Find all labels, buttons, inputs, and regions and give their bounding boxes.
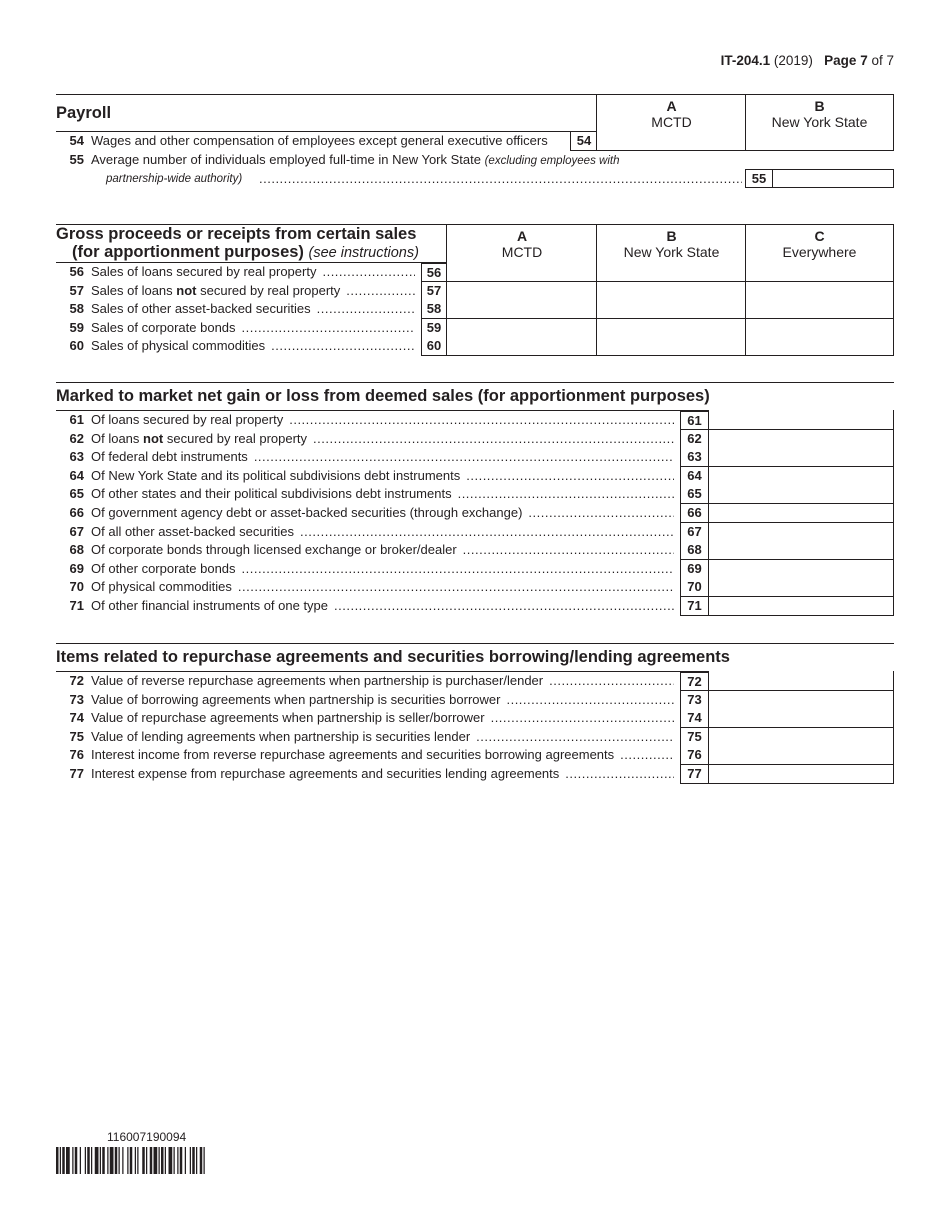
leader-dots [565,765,674,783]
barcode-bar [115,1147,118,1174]
line-77-label [91,766,559,781]
leader-dots [620,746,674,764]
leader-dots [528,504,674,522]
line-55-continued: partnership-wide authority) [106,173,243,185]
line-61-label [91,412,283,427]
leader-dots [313,430,674,448]
leader-dots [458,485,674,503]
line-69-amount-field[interactable] [708,560,894,579]
payroll-title: Payroll [56,104,112,122]
label-text: Of other corporate bonds [91,560,236,576]
line-58-mctd-field[interactable] [446,300,597,319]
barcode-bar [185,1147,186,1174]
barcode-bar [60,1147,61,1174]
leader-dots [271,337,415,355]
line-57-mctd-field[interactable] [446,282,597,301]
label-text: Of loans secured by real property [91,412,284,427]
leader-dots [549,672,674,690]
line-57-box-label: 57 [421,282,447,301]
line-58: 58 Sales of other asset-backed securities [69,301,311,317]
leader-dots [346,282,415,300]
barcode-bar [91,1147,92,1174]
label-text: Of physical commodities [91,579,232,595]
line-55-box-label: 55 [745,169,773,188]
line-59-box-label: 59 [421,319,447,338]
line-57: 57 Sales of loans not secured by real property [69,282,341,298]
label-text-end: secured by real property [196,282,341,298]
label-text: Of federal debt instruments [91,449,248,465]
line-69: 69 Of other corporate bonds [69,560,236,576]
line-69-box-label: 69 [680,560,709,579]
line-60-mctd-field[interactable] [446,337,597,356]
line-66-box-label: 66 [680,504,709,523]
label-text: Sales of other asset-backed securities [91,301,311,317]
line-73: 73 Value of borrowing agreements when partnership is securities borrower [69,691,501,707]
line-66: 66 Of government agency debt or asset-backed securities (through exchange) [69,505,523,520]
line-68-amount-field[interactable] [708,541,894,560]
line-56-everywhere-field[interactable] [745,262,894,282]
line-72-label [91,673,543,688]
leader-dots [317,300,415,318]
label-text: Value of repurchase agreements when partnership is seller/borrower [91,710,485,726]
line-74-amount-field[interactable] [708,709,894,728]
line-73-amount-field[interactable] [708,691,894,710]
line-56-label [91,264,316,279]
barcode-icon [56,1147,240,1174]
barcode-bar [100,1147,101,1174]
line-60-label [91,338,265,353]
leader-dots [322,263,415,281]
gross-col-c-header: C Everywhere [745,225,894,262]
label-text: Of other states and their political subdivisions debt instruments [91,486,452,502]
line-59-label [91,320,236,335]
line-76-amount-field[interactable] [708,746,894,765]
line-74-box-label: 74 [680,709,709,728]
barcode-bar [204,1147,205,1174]
line-69-label [91,561,236,576]
label-emphasis: not [176,282,197,298]
line-55-leader [259,170,742,188]
line-77: 77 Interest expense from repurchase agreements and securities lending agreements [69,766,560,781]
barcode-bar [110,1147,114,1174]
leader-dots [289,411,674,429]
repo-section [56,643,894,786]
line-64-label [91,468,460,483]
line-70: 70 Of physical commodities [69,579,232,595]
line-70-label [91,579,232,594]
barcode-bar [135,1147,136,1174]
line-56: 56 Sales of loans secured by real property [69,264,317,279]
leader-dots [491,709,674,727]
line-59-nys-field[interactable] [596,319,746,338]
barcode-bar [102,1147,105,1174]
label-text: Sales of loans secured by real property [91,264,317,279]
leader-dots [242,319,415,337]
line-71: 71 Of other financial instruments of one type [69,598,329,613]
line-56-mctd-field[interactable] [446,262,597,282]
barcode-bar [161,1147,164,1174]
barcode-bar [130,1147,133,1174]
page-number: Page 7 [824,53,868,68]
line-57-nys-field[interactable] [596,282,746,301]
line-55-field[interactable] [772,169,894,188]
label-text: Of government agency debt or asset-backed securities (through exchange) [91,505,523,520]
line-67-box-label: 67 [680,523,709,542]
barcode-bar [56,1147,59,1174]
leader-dots [506,691,674,709]
line-62-label [91,431,307,446]
barcode-bar [146,1147,147,1174]
barcode-bar [190,1147,191,1174]
line-71-label [91,598,328,613]
label-text: Interest expense from repurchase agreements and securities lending agreements [91,766,560,781]
line-68-label [91,542,457,557]
marked-to-market-section [56,382,894,617]
barcode-bar [165,1147,166,1174]
leader-dots [254,448,674,466]
line-65-amount-field[interactable] [708,485,894,504]
leader-dots [463,541,674,559]
barcode-bar [169,1147,173,1174]
line-65-box-label: 65 [680,485,709,504]
barcode-bar [85,1147,86,1174]
line-74-label [91,710,485,725]
label-text: Of loans [91,430,144,446]
label-text: Of New York State and its political subdivisions debt instruments [91,467,461,483]
line-55-label: Average number of individuals employed full-time in New York State [91,152,481,167]
line-60-everywhere-field[interactable] [745,337,894,356]
barcode-bar [177,1147,178,1174]
line-75-label [91,729,470,744]
leader-dots [334,597,674,615]
label-text: Value of lending agreements when partnership is securities lender [91,728,471,744]
payroll-col-b-header: B New York State [745,95,894,131]
barcode-bar [180,1147,183,1174]
barcode-bar [80,1147,81,1174]
line-61-amount-field[interactable] [708,410,894,430]
line-66-amount-field[interactable] [708,504,894,523]
line-57-everywhere-field[interactable] [745,282,894,301]
line-72-amount-field[interactable] [708,671,894,691]
label-text: Sales of corporate bonds [91,319,236,335]
line-54-nys-field[interactable] [745,131,894,151]
line-54-mctd-field[interactable] [596,131,746,151]
line-62-amount-field[interactable] [708,430,894,449]
line-71-amount-field[interactable] [708,597,894,616]
line-66-label [91,505,522,520]
line-61-box-label: 61 [680,411,709,430]
barcode-bar [62,1147,65,1174]
page-total: of 7 [871,53,894,68]
barcode-bar [137,1147,138,1174]
label-text: Of other financial instruments of one type [91,598,329,613]
barcode-bar [159,1147,160,1174]
line-61: 61 Of loans secured by real property [69,412,284,427]
line-62-box-label: 62 [680,430,709,449]
gross-col-b-header: B New York State [596,225,746,262]
barcode-bar [107,1147,108,1174]
barcode-bar [200,1147,203,1174]
barcode-bar [66,1147,70,1174]
line-56-nys-field[interactable] [596,262,746,282]
barcode-bar [142,1147,145,1174]
line-63-box-label: 63 [680,448,709,467]
gross-proceeds-section [56,224,894,357]
line-60: 60 Sales of physical commodities [69,338,266,354]
barcode-bar [174,1147,175,1174]
repo-title: Items related to repurchase agreements and securities borrowing/lending agreements [56,648,730,666]
gross-title-line1: Gross proceeds or receipts from certain sales [56,225,417,243]
barcode-bar [122,1147,123,1174]
payroll-section [56,94,894,191]
line-58-everywhere-field[interactable] [745,300,894,319]
gross-col-a-header: A MCTD [446,225,597,262]
line-73-box-label: 73 [680,691,709,710]
line-65-label [91,486,452,501]
line-64: 64 Of New York State and its political subdivisions debt instruments [69,467,461,483]
line-67-amount-field[interactable] [708,523,894,542]
line-68: 68 Of corporate bonds through licensed exchange or broker/dealer [69,542,457,558]
leader-dots [242,560,674,578]
barcode-bar [95,1147,99,1174]
line-56-box-label: 56 [421,263,447,282]
line-73-label [91,692,500,707]
gross-title-line2: (for apportionment purposes) (see instructions) [72,243,419,261]
line-63-label [91,449,248,464]
line-76-label [91,747,614,762]
form-number: IT-204.1 [720,53,771,68]
label-text: Sales of physical commodities [91,338,266,354]
barcode-bar [72,1147,73,1174]
line-63-amount-field[interactable] [708,448,894,467]
line-59: 59 Sales of corporate bonds [69,319,236,335]
label-text: Of corporate bonds through licensed exchange or broker/dealer [91,542,457,558]
line-67-label [91,524,294,539]
line-75: 75 Value of lending agreements when partnership is securities lender [69,728,471,744]
line-55-note: (excluding employees with [484,155,620,167]
line-60-nys-field[interactable] [596,337,746,356]
label-text: Interest income from reverse repurchase agreements and securities borrowing agreements [91,747,615,763]
line-75-amount-field[interactable] [708,728,894,747]
form-year: (2019) [773,53,813,68]
barcode-bar [154,1147,158,1174]
label-text: Of all other asset-backed securities [91,523,295,539]
page-header [721,53,894,68]
line-57-label [91,283,340,298]
line-54-box-label: 54 [570,132,597,151]
line-55: 55 Average number of individuals employed full-time in New York State (excluding employees with [69,152,620,167]
line-77-box-label: 77 [680,765,709,784]
barcode-bar [75,1147,78,1174]
barcode-bar [196,1147,197,1174]
line-72: 72 Value of reverse repurchase agreements when partnership is purchaser/lender [69,673,544,688]
barcode-bar [87,1147,90,1174]
barcode-bar [150,1147,153,1174]
barcode-bar [127,1147,128,1174]
line-70-box-label: 70 [680,578,709,597]
label-text: Sales of loans [91,282,177,298]
line-58-nys-field[interactable] [596,300,746,319]
payroll-col-a-header: A MCTD [596,95,746,131]
line-76: 76 Interest income from reverse repurchase agreements and securities borrowing agreements [69,747,615,763]
line-77-amount-field[interactable] [708,765,894,784]
line-67: 67 Of all other asset-backed securities [69,523,295,539]
line-63: 63 Of federal debt instruments [69,449,248,465]
leader-dots [300,523,674,541]
line-64-box-label: 64 [680,467,709,486]
marked-title: Marked to market net gain or loss from deemed sales (for apportionment purposes) [56,387,710,405]
leader-dots [238,578,674,596]
barcode-bar [119,1147,120,1174]
line-72-box-label: 72 [680,672,709,691]
line-58-box-label: 58 [421,300,447,319]
label-text: Value of borrowing agreements when partnership is securities borrower [91,691,501,707]
label-emphasis: not [143,430,164,446]
line-74: 74 Value of repurchase agreements when partnership is seller/borrower [69,710,485,726]
line-75-box-label: 75 [680,728,709,747]
barcode-number: 116007190094 [107,1130,187,1144]
line-54: 54 Wages and other compensation of employees except general executive officers [69,133,548,148]
line-60-box-label: 60 [421,337,447,356]
line-58-label [91,301,311,316]
label-text: Value of reverse repurchase agreements when partnership is purchaser/lender [91,673,544,688]
line-59-everywhere-field[interactable] [745,319,894,338]
line-68-box-label: 68 [680,541,709,560]
line-76-box-label: 76 [680,746,709,765]
leader-dots [466,467,674,485]
leader-dots [476,728,674,746]
barcode-bar [192,1147,195,1174]
line-65: 65 Of other states and their political subdivisions debt instruments [69,486,452,502]
line-59-mctd-field[interactable] [446,319,597,338]
line-62: 62 Of loans not secured by real property [69,430,308,446]
label-text-end: secured by real property [163,430,308,446]
line-71-box-label: 71 [680,597,709,616]
line-70-amount-field[interactable] [708,578,894,597]
line-54-label: Wages and other compensation of employees except general executive officers [91,133,548,148]
line-64-amount-field[interactable] [708,467,894,486]
